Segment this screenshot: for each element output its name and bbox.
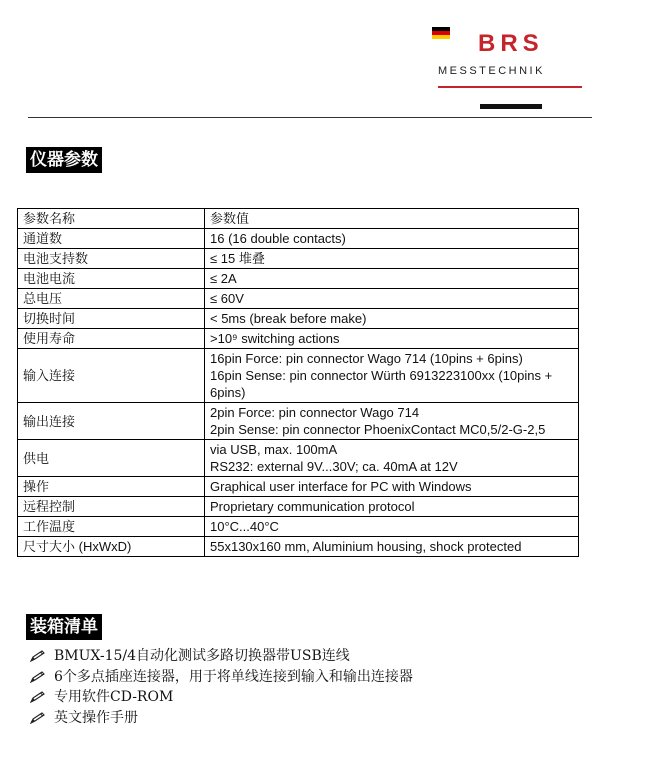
pencil-icon [30,650,46,662]
param-value-line: via USB, max. 100mA [210,442,338,457]
table-row [18,249,579,269]
param-name-cell: 输入连接 [18,349,205,403]
param-value-line: 16pin Force: pin connector Wago 714 (10pins + 6pins) [210,351,523,366]
packing-list [30,646,413,728]
table-row [18,517,579,537]
param-value-line: ≤ 15 堆叠 [210,251,265,266]
table-row [18,269,579,289]
packing-section-title: 装箱清单 [26,614,102,640]
table-header-row [18,209,579,229]
param-value-line: < 5ms (break before make) [210,311,367,326]
params-table-body [18,209,579,557]
list-item-text: BMUX-15/4自动化测试多路切换器带USB连线 [54,648,350,664]
param-name-cell: 尺寸大小 (HxWxD) [18,537,205,557]
param-value-line: RS232: external 9V...30V; ca. 40mA at 12V [210,459,458,474]
table-row [18,497,579,517]
header-cell-value: 参数值 [205,209,579,229]
list-item [30,667,413,688]
param-value-cell [205,403,579,440]
param-value-line: Proprietary communication protocol [210,499,415,514]
param-value-cell [205,477,579,497]
table-row [18,440,579,477]
param-name-cell: 通道数 [18,229,205,249]
param-value-line: ≤ 2A [210,271,237,286]
table-row [18,329,579,349]
param-name-cell: 总电压 [18,289,205,309]
list-item [30,708,413,729]
list-item-text: 6个多点插座连接器，用于将单线连接到输入和输出连接器 [54,668,413,685]
params-table [17,208,579,557]
param-name-cell: 远程控制 [18,497,205,517]
param-value-line: 10°C...40°C [210,519,279,534]
param-value-cell [205,329,579,349]
param-value-line: >10⁹ switching actions [210,331,340,346]
param-name-cell: 使用寿命 [18,329,205,349]
brand-subtitle: MESSTECHNIK [438,65,545,77]
param-name-cell: 操作 [18,477,205,497]
table-row [18,349,579,403]
param-value-cell [205,497,579,517]
param-value-cell [205,309,579,329]
table-row [18,477,579,497]
table-row [18,229,579,249]
param-name-cell: 切换时间 [18,309,205,329]
param-name-cell: 输出连接 [18,403,205,440]
param-value-cell [205,440,579,477]
list-item-text: 英文操作手册 [54,709,138,726]
param-value-cell [205,229,579,249]
flag-stripe-gold [432,35,450,39]
param-value-cell [205,269,579,289]
brand-red-rule [438,86,582,88]
param-value-cell [205,517,579,537]
params-section-title: 仪器参数 [26,147,102,173]
param-value-line: 2pin Force: pin connector Wago 714 [210,405,420,420]
header-cell-name: 参数名称 [18,209,205,229]
header-divider [28,117,592,118]
brand-black-bar [480,104,542,109]
param-value-line: ≤ 60V [210,291,244,306]
param-value-cell [205,349,579,403]
table-row [18,403,579,440]
param-name-cell: 工作温度 [18,517,205,537]
param-value-line: 16 (16 double contacts) [210,231,346,246]
param-value-line: 2pin Sense: pin connector PhoenixContact MC0,5/2-G-2,5 [210,422,546,437]
table-row [18,537,579,557]
param-value-line: 16pin Sense: pin connector Würth 6913223100xx (10pins + 6pins) [210,368,553,400]
param-name-cell: 电池支持数 [18,249,205,269]
table-row [18,289,579,309]
param-value-cell [205,249,579,269]
pencil-icon [30,712,46,724]
pencil-icon [30,691,46,703]
list-item [30,687,413,708]
param-value-cell [205,537,579,557]
list-item [30,646,413,667]
param-name-cell: 供电 [18,440,205,477]
brand-logo: BRS [478,30,544,57]
list-item-text: 专用软件CD-ROM [54,689,174,705]
param-value-line: Graphical user interface for PC with Windows [210,479,472,494]
param-name-cell: 电池电流 [18,269,205,289]
table-row [18,309,579,329]
param-value-line: 55x130x160 mm, Aluminium housing, shock protected [210,539,522,554]
pencil-icon [30,671,46,683]
german-flag-icon [432,27,450,39]
param-value-cell [205,289,579,309]
